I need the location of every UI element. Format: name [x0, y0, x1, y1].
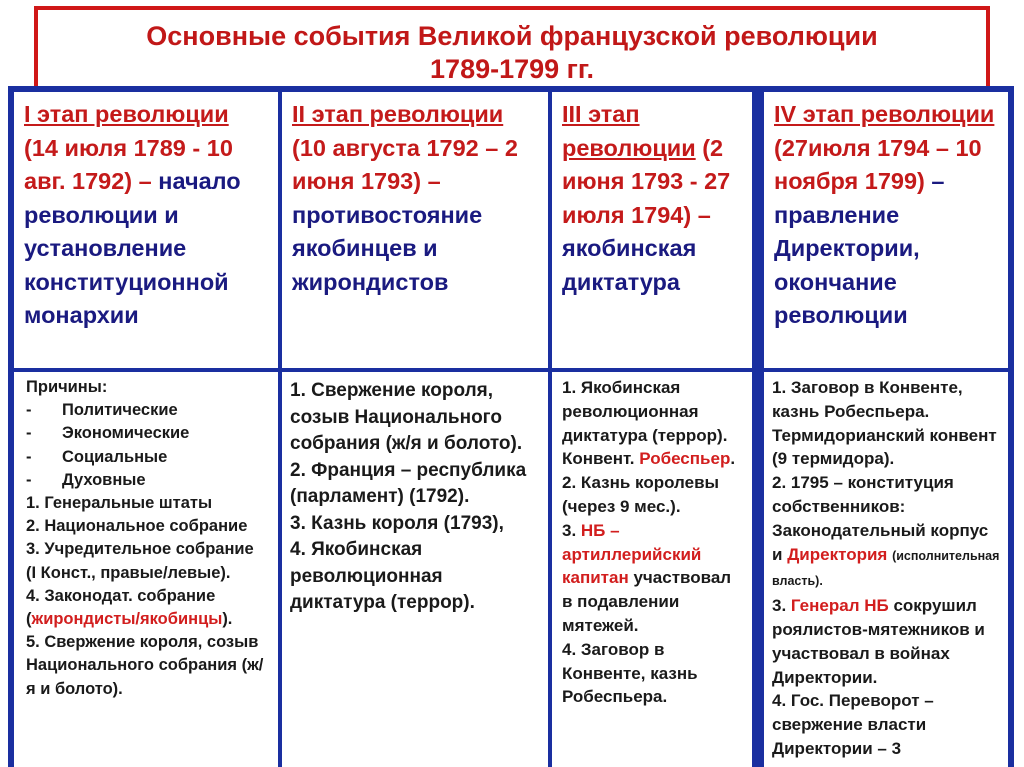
highlight-text: Директория: [787, 544, 888, 564]
stage-3-desc: якобинская диктатура: [562, 235, 697, 295]
stage-4-events: [764, 372, 1008, 767]
event-item: 3. Учредительное собрание (I Конст., правые/левые).: [26, 540, 254, 582]
event-item: 1. Генеральные штаты: [26, 494, 213, 513]
event-item: 1. Заговор в Конвенте, казнь Робеспьера. Термидорианский конвент (9 термидора).: [772, 378, 997, 469]
event-item: 2. Франция – республика (парламент) (1792).: [290, 459, 527, 507]
event-item: 3. Генерал НБ сокрушил роялистов-мятежников и участвовал в войнах Директории.: [772, 596, 985, 687]
stage-1-desc: начало революции и установление конституционной монархии: [24, 168, 241, 328]
stage-1-title: I этап революции: [24, 101, 229, 127]
highlight-text: Генерал НБ: [790, 596, 889, 616]
stage-2-desc: противостояние якобинцев и жирондистов: [292, 201, 483, 295]
stage-1-dates: (14 июля 1789 - 10 авг. 1792): [24, 134, 233, 194]
highlight-text: Робеспьер: [639, 449, 731, 469]
reason-item: - Политические: [26, 401, 178, 420]
title-line1: Основные события Великой французской революции: [146, 21, 878, 51]
event-item: 4. Заговор в Конвенте, казнь Робеспьера.: [562, 639, 698, 707]
event-item: 5. Свержение короля, созыв Национального собрания (ж/я и болото).: [26, 633, 264, 698]
stage-3-dash: –: [691, 201, 711, 228]
stage-2-dates: (10 августа 1792 – 2 июня 1793): [292, 134, 518, 194]
stage-2-header: [282, 92, 548, 368]
stage-1-events: [14, 372, 278, 767]
event-item: 2. Национальное собрание: [26, 517, 248, 536]
event-item: 2. Казнь королевы (через 9 мес.).: [562, 473, 720, 516]
stage-4-title: IV этап революции: [774, 101, 995, 127]
small-note: (исполнительная власть).: [772, 548, 1000, 589]
reason-item: - Духовные: [26, 470, 146, 489]
stage-4-dates: (27июля 1794 – 10 ноября 1799): [774, 134, 982, 194]
page-title: [34, 6, 990, 88]
event-item: 3. НБ – артиллерийский капитан участвовал в подавлении мятежей.: [562, 520, 732, 635]
reason-item: - Социальные: [26, 447, 168, 466]
highlight-text: НБ – артиллерийский капитан: [562, 520, 702, 588]
stage-3-dates: (2 июня 1793 - 27 июля 1794): [562, 134, 731, 228]
reason-item: - Экономические: [26, 424, 190, 443]
event-item: 4. Якобинская революционная диктатура (террор).: [290, 539, 475, 613]
stage-2-title: II этап революции: [292, 101, 504, 127]
event-item: 1. Якобинская революционная диктатура (террор). Конвент. Робеспьер.: [562, 378, 736, 469]
stage-1-dash: –: [132, 168, 152, 194]
stage-3-events: [552, 372, 752, 767]
reasons-label: Причины:: [26, 378, 108, 396]
highlight-text: жирондисты/якобинцы: [31, 610, 223, 629]
stage-3-title: III этап революции: [562, 101, 696, 161]
events-table: [8, 86, 1014, 767]
title-line2: 1789-1799 гг.: [430, 54, 594, 84]
stage-3-header: [552, 92, 752, 368]
event-item: 4. Гос. Переворот – свержение власти Директории – 3: [772, 691, 934, 758]
stage-2-events: [282, 372, 548, 767]
stage-4-header: [764, 92, 1008, 368]
event-item: 4. Законодат. собрание (жирондисты/якобинцы).: [26, 586, 233, 629]
stage-4-desc: – правление Директории, окончание революции: [774, 168, 945, 328]
stage-2-dash: –: [421, 168, 441, 194]
event-item: 3. Казнь короля (1793),: [290, 512, 504, 534]
event-item: 1. Свержение короля, созыв Национального собрания (ж/я и болото).: [290, 380, 523, 454]
stage-1-header: [14, 92, 278, 368]
event-item: 2. 1795 – конституция собственников: Законодательный корпус и Директория (исполнительная власть).: [772, 473, 1000, 589]
